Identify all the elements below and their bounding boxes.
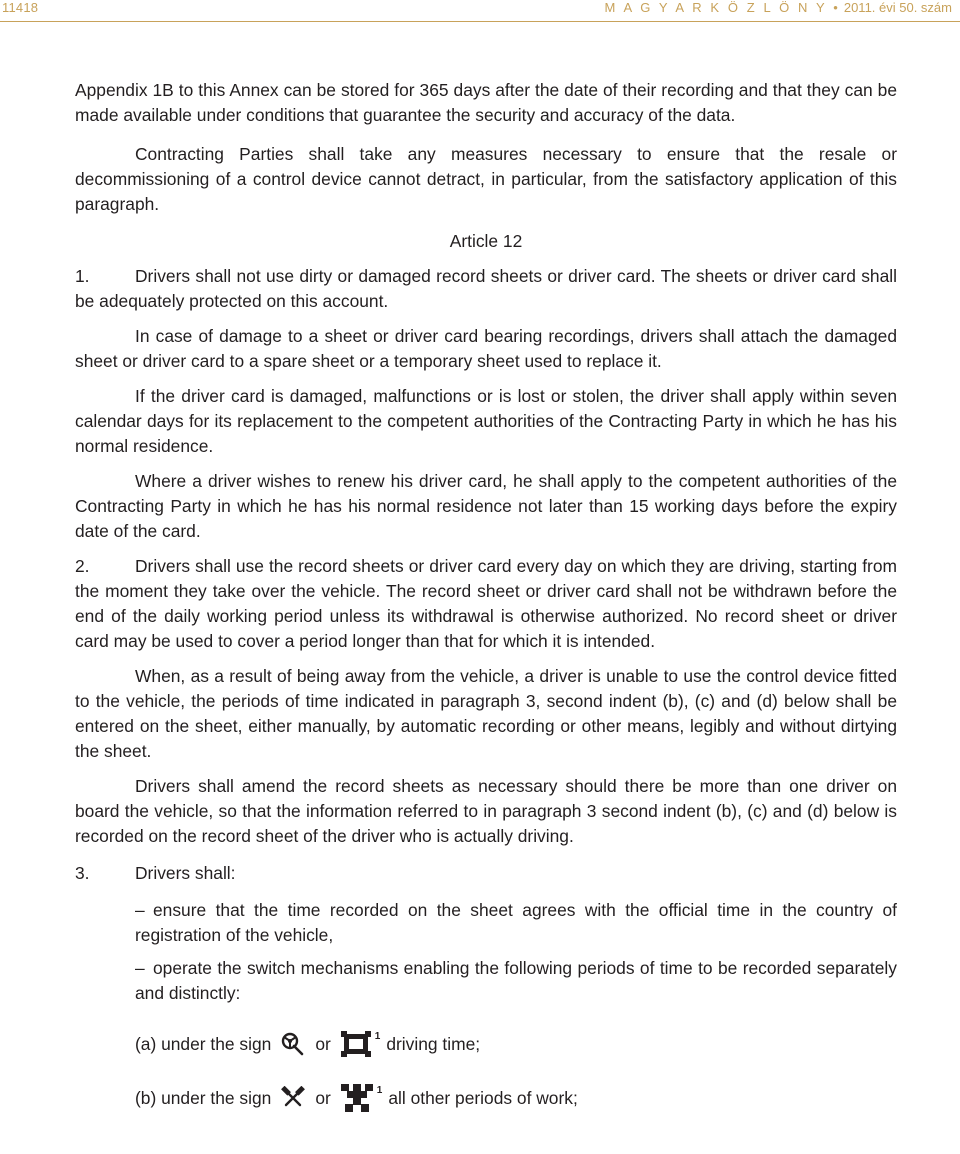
paragraph-intro: Appendix 1B to this Annex can be stored for 365 days after the date of their recording and that they can be made available under conditions that guarantee the security and accuracy of the data. [75,80,897,125]
article-heading: Article 12 [449,231,523,251]
paragraph-lost-card: If the driver card is damaged, malfunctions or is lost or stolen, the driver shall apply within seven calendar days for its replacement to the competent authorities of the Contracting Party in which he has his normal residence. [75,386,897,456]
header-rule [0,21,960,22]
sign-prefix: (b) under the sign [135,1087,272,1108]
sign-or: or [315,1087,331,1108]
sign-suffix: driving time; [386,1033,481,1054]
article-item-3 [75,861,897,886]
journal-title: M A G Y A R K Ö Z L Ö N Y [604,0,828,15]
crossed-hammers-icon [281,1086,305,1110]
item-number: 3. [75,863,90,883]
tachograph-driving-pictogram-icon [341,1031,371,1057]
indent-text: operate the switch mechanisms enabling the following periods of time to be recorded separately and distinctly: [135,958,897,1003]
paragraph-damage: In case of damage to a sheet or driver card bearing recordings, drivers shall attach the damaged sheet or driver card to a spare sheet or a temporary sheet used to replace it. [75,326,897,371]
item-text: Drivers shall not use dirty or damaged record sheets or driver card. The sheets or driver card shall be adequately protected on this account. [75,266,897,311]
sign-line-a [75,1024,897,1064]
paragraph-contracting-parties: Contracting Parties shall take any measures necessary to ensure that the resale or decommissioning of a control device cannot detract, in particular, from the satisfactory application of this paragraph. [75,144,897,214]
tachograph-work-pictogram-icon [341,1084,373,1112]
sign-prefix: (a) under the sign [135,1033,272,1054]
dash-marker: – [135,900,145,920]
indent-text: ensure that the time recorded on the sheet agrees with the official time in the country of registration of the vehicle, [135,900,897,945]
article-item-2 [75,554,897,654]
running-head [605,0,952,15]
item-number: 1. [75,266,90,286]
paragraph-amend-sheets: Drivers shall amend the record sheets as necessary should there be more than one driver on board the vehicle, so that the information referred to in paragraph 3 second indent (b), (c) and (d) below is recorded on the record sheet of the driver who is actually driving. [75,776,897,846]
item-number: 2. [75,556,90,576]
page-header [0,0,960,18]
sign-or: or [315,1033,331,1054]
document-body [75,78,897,1118]
page-number: 11418 [2,0,39,15]
steering-wheel-icon [281,1032,305,1056]
paragraph-away-from-vehicle: When, as a result of being away from the vehicle, a driver is unable to use the control device fitted to the vehicle, the periods of time indicated in paragraph 3, second indent (b), (c) and (d) below shall be entered on the sheet, either manually, by automatic recording or other means, legibly and without dirtying the sheet. [75,666,897,761]
item-text: Drivers shall: [135,863,236,883]
footnote-marker: 1 [374,1030,381,1042]
sign-suffix: all other periods of work; [388,1087,578,1108]
header-separator: • [833,0,838,15]
paragraph-renew-card: Where a driver wishes to renew his driver card, he shall apply to the competent authorities of the Contracting Party in which he has his normal residence not later than 15 working days before the expiry date of the card. [75,471,897,541]
indent-item-1 [75,898,897,948]
dash-marker: – [135,958,145,978]
issue-label: 2011. évi 50. szám [843,0,952,15]
item-text: Drivers shall use the record sheets or driver card every day on which they are driving, starting from the moment they take over the vehicle. The record sheet or driver card shall not be withdrawn before the end of the daily working period unless its withdrawal is otherwise authorized. No record sheet or driver card may be used to cover a period longer than that for which it is intended. [75,556,897,651]
article-item-1 [75,264,897,314]
sign-line-b [75,1078,897,1118]
footnote-marker: 1 [376,1084,383,1096]
indent-item-2 [75,956,897,1006]
